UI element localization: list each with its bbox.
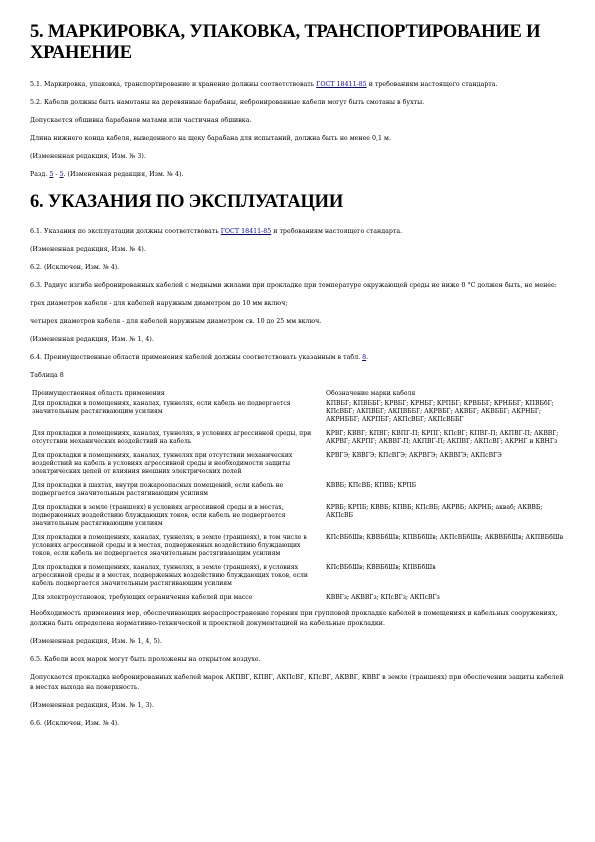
paragraph-fire-safety: Необходимость применения мер, обеспечивающих нераспространение горения при групповой прокладке кабелей в помещениях и кабельных сооружениях, должна быть определена нормативно-технической и проектной документацией на кабельные прокладки. bbox=[30, 610, 558, 627]
section-link-end[interactable]: 5 bbox=[59, 171, 64, 178]
paragraph-6-4: 6.4. Преимущественные области применения кабелей должны соответствовать указанным в табл. 8. bbox=[30, 354, 369, 361]
table-row bbox=[30, 563, 569, 593]
table-row bbox=[30, 503, 569, 533]
paragraph-6-6: 6.6. (Исключен, Изм. № 4). bbox=[30, 720, 120, 727]
table-link[interactable]: 8 bbox=[362, 354, 367, 361]
table-cell-application: Для электроустановок, требующих ограничения кабелей при массе bbox=[32, 594, 253, 601]
paragraph-6-3-item-2: четырех диаметров кабеля - для кабелей наружным диаметром св. 10 до 25 мм включ. bbox=[30, 318, 322, 325]
table-cell-application: Для прокладки в помещениях, каналах, туннелях, в земле (траншеях), в том числе в условиях агрессивной среды и в местах, подверженных воздействию блуждающих токов, если кабель не подвергается значительным растягивающим усилиям bbox=[32, 534, 307, 557]
table-row bbox=[30, 481, 569, 503]
paragraph-6-3: 6.3. Радиус изгиба небронированных кабелей с медными жилами при прокладке при температуре окружающей среды не ниже 0 °С должен быть, не менее: bbox=[30, 282, 557, 289]
table-cell-application: Для прокладки в помещениях, каналах, туннелях, в земле (траншеях), в условиях агрессивной среды и в местах, подверженных воздействию блуждающих токов, если кабель подвергается значительным растягивающим усилиям bbox=[32, 564, 308, 587]
table-row bbox=[30, 429, 569, 451]
table-row bbox=[30, 399, 569, 429]
paragraph-5-2-length: Длина нижнего конца кабеля, выведенного на щеку барабана для испытаний, должна быть не менее 0,1 м. bbox=[30, 135, 391, 142]
section-5-title: 5. МАРКИРОВКА, УПАКОВКА, ТРАНСПОРТИРОВАНИЕ И ХРАНЕНИЕ bbox=[30, 22, 541, 63]
section-amendment-note: Разд. 5 - 5. (Измененная редакция, Изм. № 4). bbox=[30, 171, 184, 178]
amendment-note: (Измененная редакция, Изм. № 4). bbox=[30, 246, 146, 253]
table-cell-marks: КПВБГ; КПВББГ; КРВБГ; КРНБГ; КРПБГ; КРВББГ; КРНББГ; КПВБбГ; КПсВБГ; АКПВБГ; АКПВББГ; АКРВБГ; АКВБГ; АКВББГ; АКРНБГ; АКРНББГ; АКРПБГ; АКПсВБГ; АКПсВББГ bbox=[326, 400, 554, 423]
paragraph-6-1: 6.1. Указания по эксплуатации должны соответствовать ГОСТ 18411-85 и требованиям настоящего стандарта. bbox=[30, 228, 403, 235]
table-caption: Таблица 8 bbox=[30, 372, 64, 379]
table-row bbox=[30, 451, 569, 481]
table-cell-marks: КВВГз; АКВВГз; КПсВГз; АКПсВГз bbox=[326, 594, 440, 601]
paragraph-6-5-note: Допускается прокладка небронированных кабелей марок АКПВГ, КПВГ, АКПсВГ, КПсВГ, АКВВГ, КВВГ в земле (траншеях) при обеспечении защиты кабелей в местах выхода на поверхность. bbox=[30, 674, 564, 691]
table-cell-marks: КПсВБбШв; КВВБбШв; КПВБбШв; АКПсВБбШв; АКВВБбШв; АКПВБбШв bbox=[326, 534, 564, 541]
paragraph-5-2: 5.2. Кабели должны быть намотаны на деревянные барабаны, небронированные кабели могут быть смотаны в бухты. bbox=[30, 99, 425, 106]
table-cell-marks: КРВГЭ; КВВГЭ; КПсВГЭ; АКРВГЭ; АКВВГЭ; АКПсВГЭ bbox=[326, 452, 502, 459]
table-cell-marks: КПсВБбШв; КВВБбШв; КПВБбШв bbox=[326, 564, 436, 571]
section-link-start[interactable]: 5 bbox=[49, 171, 54, 178]
table-header-cell: Преимущественная область применения bbox=[32, 390, 165, 397]
amendment-note: (Измененная редакция, Изм. № 1, 4). bbox=[30, 336, 154, 343]
section-6-title: 6. УКАЗАНИЯ ПО ЭКСПЛУАТАЦИИ bbox=[30, 192, 344, 212]
table-row bbox=[30, 593, 569, 603]
paragraph-6-3-item-1: трех диаметров кабеля - для кабелей наружным диаметром до 10 мм включ; bbox=[30, 300, 288, 307]
paragraph-5-2-note: Допускается обшивка барабанов матами или частичная обшивка. bbox=[30, 117, 252, 124]
gost-link[interactable]: ГОСТ 18411-85 bbox=[220, 228, 272, 235]
table-cell-marks: КВВБ; КПсВБ; КПВБ; КРПБ bbox=[326, 482, 417, 489]
table-cell-application: Для прокладки в земле (траншеях) в условиях агрессивной среды и в местах, подверженных воздействию блуждающих токов, если кабель не подвергается значительным растягивающим усилиям bbox=[32, 504, 286, 527]
paragraph-6-5: 6.5. Кабели всех марок могут быть проложены на открытом воздухе. bbox=[30, 656, 261, 663]
amendment-note: (Измененная редакция, Изм. № 1, 3). bbox=[30, 702, 154, 709]
table-cell-application: Для прокладки в помещениях, каналах, туннелях при отсутствии механических воздействий на кабель в условиях агрессивной среды и необходимости защиты электрических цепей от влияния внешних электрических полей bbox=[32, 452, 293, 475]
table-header-row bbox=[30, 389, 569, 399]
table-cell-marks: КРВБ; КРПБ; КВВБ; КПВБ; КПсВБ; АКРВБ; АКРНБ; акваб; АКВВБ; АКПсВБ bbox=[326, 504, 543, 519]
cable-application-table bbox=[30, 389, 569, 603]
paragraph-5-1: 5.1. Маркировка, упаковка, транспортирование и хранение должны соответствовать ГОСТ 18411-85 и требованиям настоящего стандарта. bbox=[30, 81, 498, 88]
amendment-note: (Измененная редакция, Изм. № 3). bbox=[30, 153, 146, 160]
paragraph-6-2: 6.2. (Исключен, Изм. № 4). bbox=[30, 264, 120, 271]
table-row bbox=[30, 533, 569, 563]
table-cell-application: Для прокладки в помещениях, каналах, туннелях, если кабель не подвергается значительным растягивающим усилиям bbox=[32, 400, 291, 415]
amendment-note: (Измененная редакция, Изм. № 1, 4, 5). bbox=[30, 638, 162, 645]
table-header-cell: Обозначение марки кабеля bbox=[326, 390, 416, 397]
table-cell-marks: КРВГ; КВВГ; КПВГ; КВПГ-П; КРПГ; КПсВГ; КПВГ-П; АКПВГ-П; АКВВГ; АКРВГ; АКРПГ; АКВВГ-П; АКПВГ-П; АКПВГ; АКПсВГ; АКРНГ и КВНГз bbox=[326, 430, 559, 445]
gost-link[interactable]: ГОСТ 18411-85 bbox=[316, 81, 367, 88]
table-cell-application: Для прокладки в шахтах, внутри пожароопасных помещений, если кабель не подвергается значительным растягивающим усилиям bbox=[32, 482, 284, 497]
table-cell-application: Для прокладки в помещениях, каналах, туннелях, в условиях агрессивной среды, при отсутствии механических воздействий на кабель bbox=[32, 430, 312, 445]
